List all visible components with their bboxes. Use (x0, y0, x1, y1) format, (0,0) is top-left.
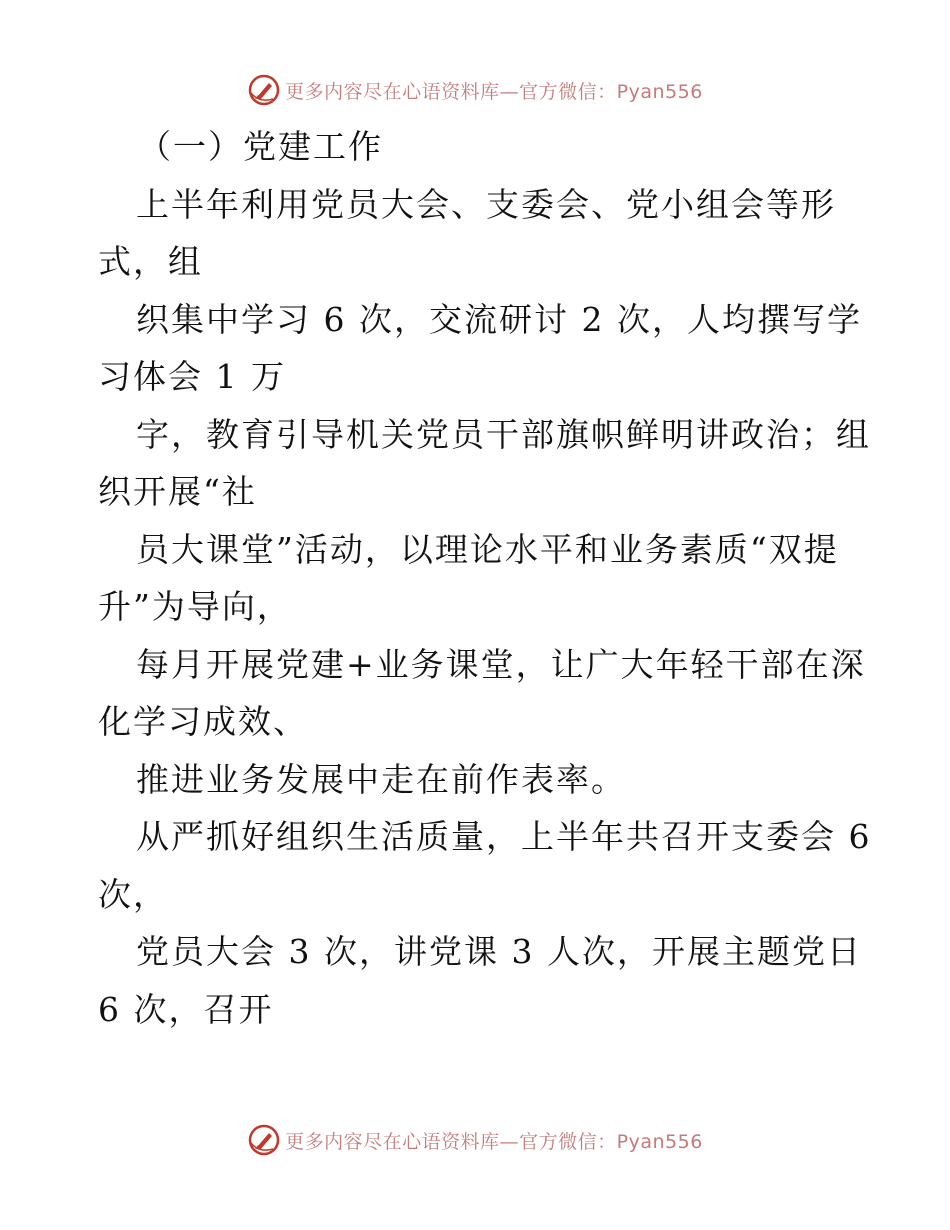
footer-watermark (0, 1120, 950, 1160)
watermark-label: 更多内容尽在心语资料库—官方微信： (285, 1130, 617, 1153)
header-watermark (0, 70, 950, 110)
paragraph-line: 习体会 1 万 (98, 357, 286, 396)
paragraph-line: 上半年利用党员大会、支委会、党小组会等形 (136, 184, 836, 224)
paragraph-line: 员大课堂”活动，以理论水平和业务素质“双提 (136, 529, 839, 569)
paragraph-line: 6 次，召开 (98, 989, 274, 1029)
paragraph-line: 织开展“社 (98, 472, 257, 511)
pen-circle-logo-icon (247, 1123, 281, 1157)
paragraph-line: 每月开展党建+业务课堂，让广大年轻干部在深 (136, 644, 866, 684)
paragraph-line: 化学习成效、 (98, 702, 308, 741)
section-heading: （一）党建工作 (138, 127, 383, 166)
paragraph-line: 式，组 (98, 242, 203, 281)
paragraph-line: 从严抓好组织生活质量，上半年共召开支委会 6 (136, 817, 872, 856)
paragraph-line: 织集中学习 6 次，交流研讨 2 次，人均撰写学 (136, 299, 862, 339)
pen-circle-logo-icon (247, 73, 281, 107)
paragraph-line: 党员大会 3 次，讲党课 3 人次，开展主题党日 (136, 932, 862, 971)
document-body (98, 118, 872, 1038)
paragraph-line: 升”为导向， (98, 587, 292, 626)
paragraph-line: 次， (98, 874, 168, 914)
paragraph-line: 字，教育引导机关党员干部旗帜鲜明讲政治；组 (136, 414, 871, 454)
watermark-text (285, 1127, 703, 1154)
watermark-label: 更多内容尽在心语资料库—官方微信： (285, 80, 617, 103)
watermark-wechat-id: Pyan556 (616, 80, 703, 103)
watermark-wechat-id: Pyan556 (616, 1130, 703, 1153)
paragraph-line: 推进业务发展中走在前作表率。 (136, 759, 626, 799)
watermark-text (285, 77, 703, 104)
